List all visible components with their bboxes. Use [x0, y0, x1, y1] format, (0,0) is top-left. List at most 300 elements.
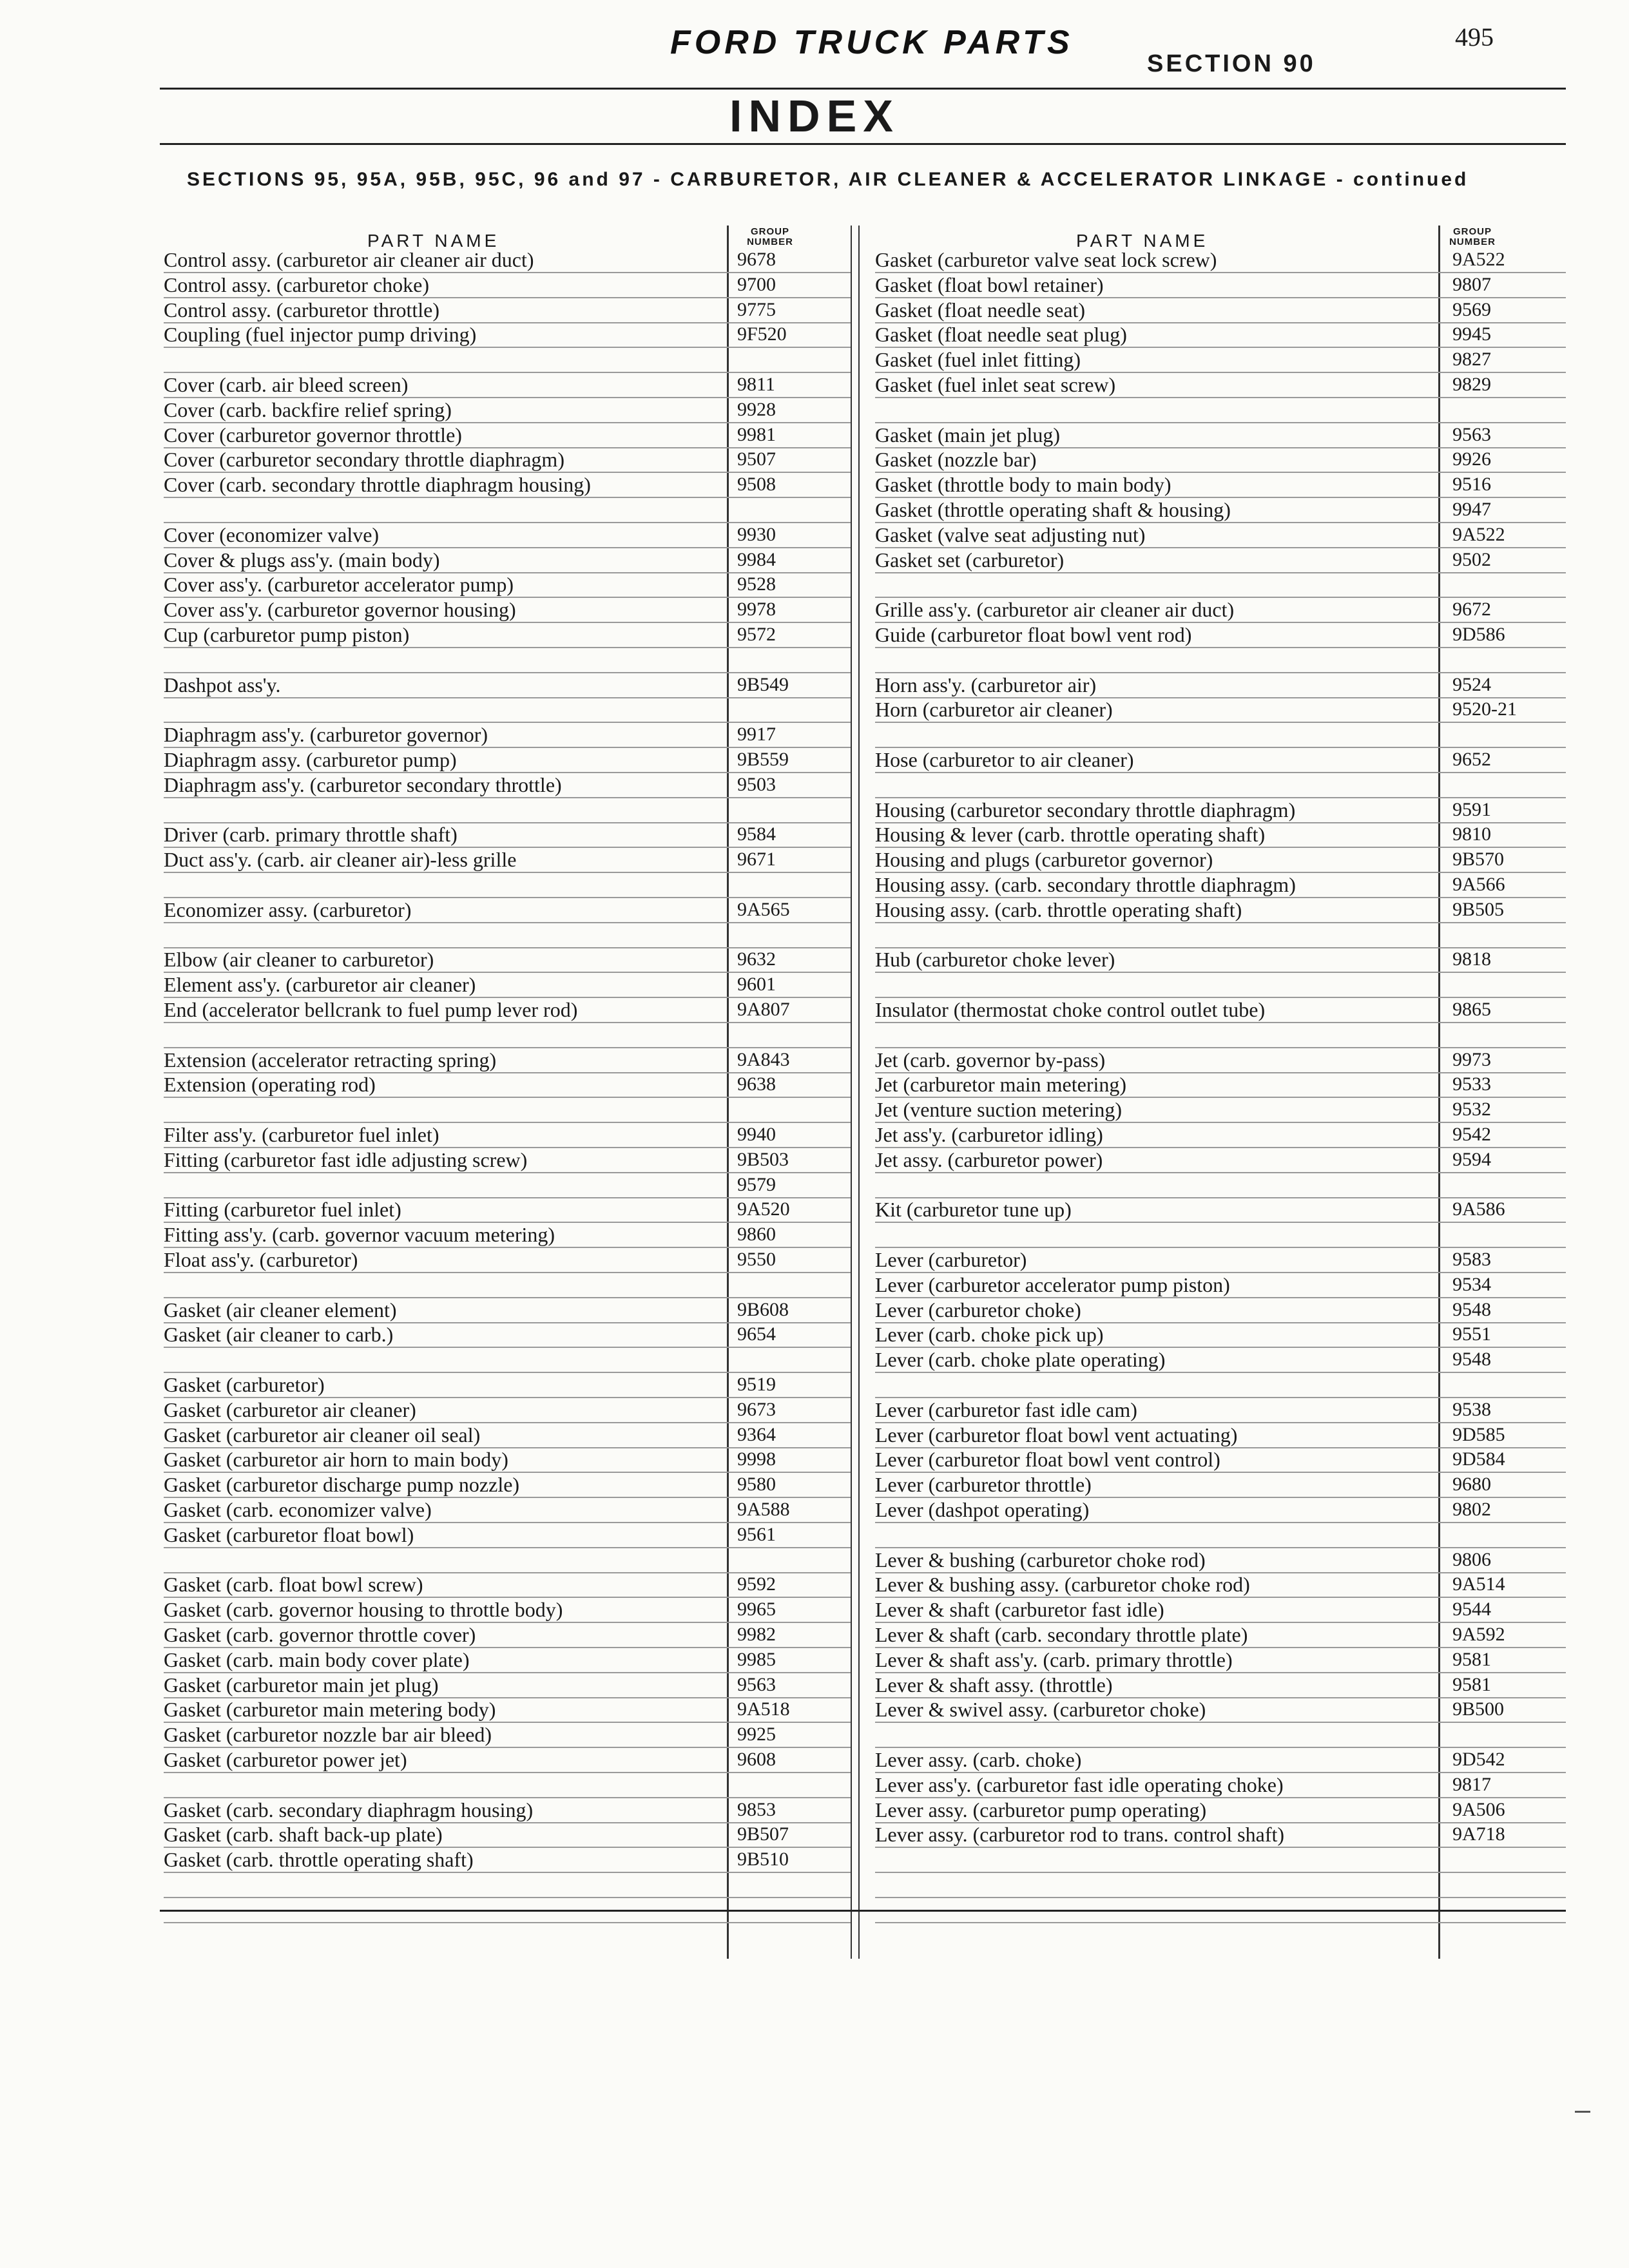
group-number: 9930: [737, 523, 776, 545]
part-name: Fitting (carburetor fast idle adjusting screw): [164, 1148, 528, 1171]
group-number: 9520-21: [1452, 698, 1517, 720]
part-name: Lever & bushing (carburetor choke rod): [875, 1548, 1206, 1571]
part-name: Housing assy. (carb. secondary throttle diaphragm): [875, 873, 1296, 896]
part-name: Fitting ass'y. (carb. governor vacuum metering): [164, 1223, 555, 1247]
part-name: Lever & shaft (carburetor fast idle): [875, 1598, 1164, 1622]
part-name: Gasket (carburetor main jet plug): [164, 1673, 439, 1696]
table-row: [164, 597, 851, 623]
table-row: [164, 872, 851, 898]
part-name: Coupling (fuel injector pump driving): [164, 323, 477, 347]
table-row: [875, 572, 1566, 598]
part-name: Gasket (carburetor float bowl): [164, 1523, 414, 1546]
group-number: 9561: [737, 1523, 776, 1545]
table-row: [875, 1447, 1566, 1473]
table-row: [164, 298, 851, 323]
group-number: 9583: [1452, 1249, 1491, 1270]
part-name: Hub (carburetor choke lever): [875, 948, 1115, 972]
group-number: 9A588: [737, 1499, 790, 1520]
table-row: [164, 1548, 851, 1573]
table-row: [875, 1822, 1566, 1848]
group-number: 9532: [1452, 1099, 1491, 1120]
group-number: 9818: [1452, 948, 1491, 970]
table-row: [875, 1673, 1566, 1698]
group-number: 9544: [1452, 1599, 1491, 1620]
table-row: [164, 548, 851, 573]
part-name: Cover (carb. backfire relief spring): [164, 398, 452, 421]
group-number: 9D586: [1452, 624, 1505, 645]
table-row: [164, 747, 851, 773]
table-row: [164, 472, 851, 498]
group-number: 9581: [1452, 1648, 1491, 1670]
group-number: 9B570: [1452, 849, 1505, 870]
group-number: 9579: [737, 1173, 776, 1195]
group-number: 9802: [1452, 1499, 1491, 1520]
table-row: [875, 347, 1566, 373]
part-name: Economizer assy. (carburetor): [164, 898, 412, 921]
table-row: [164, 447, 851, 473]
table-row: [164, 1197, 851, 1223]
section-label: SECTION 90: [1147, 50, 1316, 77]
group-number: 9940: [737, 1124, 776, 1145]
table-row: [164, 1773, 851, 1798]
group-number: 9B503: [737, 1148, 789, 1170]
table-row: [875, 847, 1566, 873]
group-number: 9A522: [1452, 249, 1505, 270]
table-row: [875, 1298, 1566, 1323]
group-number: 9806: [1452, 1548, 1491, 1570]
table-row: [164, 523, 851, 548]
group-number: 9507: [737, 448, 776, 470]
table-row: [164, 1423, 851, 1448]
table-row: [164, 1497, 851, 1523]
table-row: [875, 872, 1566, 898]
part-name: Insulator (thermostat choke control outlet tube): [875, 998, 1266, 1021]
group-number: 9580: [737, 1474, 776, 1495]
part-name: Gasket (carburetor valve seat lock screw): [875, 248, 1217, 271]
part-name: Gasket (carburetor air cleaner oil seal): [164, 1423, 481, 1446]
part-name: Gasket (throttle operating shaft & housing): [875, 498, 1231, 521]
part-name: Gasket set (carburetor): [875, 548, 1065, 572]
part-name: End (accelerator bellcrank to fuel pump lever rod): [164, 998, 578, 1021]
group-number: 9811: [737, 374, 775, 395]
part-name: Jet assy. (carburetor power): [875, 1148, 1103, 1171]
part-name: Lever & shaft ass'y. (carb. primary throttle): [875, 1648, 1233, 1671]
part-name: Lever (carburetor choke): [875, 1298, 1081, 1321]
page-number: 495: [1455, 23, 1494, 52]
part-name: Horn (carburetor air cleaner): [875, 698, 1113, 722]
part-name: Lever & shaft assy. (throttle): [875, 1673, 1113, 1696]
group-number: 9700: [737, 273, 776, 295]
part-name: Gasket (fuel inlet fitting): [875, 348, 1081, 372]
part-name: Cover (carburetor governor throttle): [164, 423, 462, 447]
table-row: [875, 1173, 1566, 1198]
table-row: [164, 798, 851, 823]
table-row: [164, 1398, 851, 1423]
part-name: Cover (carb. air bleed screen): [164, 373, 409, 396]
group-number: 9B549: [737, 673, 789, 695]
part-name: Gasket (fuel inlet seat screw): [875, 373, 1116, 396]
part-name: Hose (carburetor to air cleaner): [875, 748, 1134, 771]
table-row: [875, 523, 1566, 548]
part-name: Grille ass'y. (carburetor air cleaner air duct): [875, 598, 1235, 622]
table-row: [875, 747, 1566, 773]
group-number: 9981: [737, 423, 776, 445]
index-title: INDEX: [729, 91, 900, 141]
part-name: Gasket (carb. economizer valve): [164, 1498, 432, 1521]
table-row: [164, 622, 851, 648]
table-row: [164, 1648, 851, 1673]
group-number: 9524: [1452, 673, 1491, 695]
part-name: Diaphragm assy. (carburetor pump): [164, 748, 457, 771]
table-row: [164, 1023, 851, 1048]
group-number: 9A506: [1452, 1798, 1505, 1820]
group-number: 9925: [737, 1724, 776, 1745]
group-number: 9A520: [737, 1198, 790, 1220]
part-name: Kit (carburetor tune up): [875, 1198, 1072, 1222]
part-name: Gasket (carb. secondary diaphragm housing): [164, 1798, 534, 1821]
part-name: Lever (carburetor float bowl vent actuating): [875, 1423, 1238, 1446]
table-row: [875, 1048, 1566, 1073]
section-subtitle: SECTIONS 95, 95A, 95B, 95C, 96 and 97 - CARBURETOR, AIR CLEANER & ACCELERATOR LINKAGE - continued: [187, 169, 1469, 190]
part-name: Horn ass'y. (carburetor air): [875, 673, 1097, 697]
group-number: 9F520: [737, 323, 787, 345]
group-number: 9A592: [1452, 1624, 1505, 1645]
group-number: 9503: [737, 773, 776, 795]
table-row: [164, 1173, 851, 1198]
table-row: [875, 497, 1566, 523]
part-name: Diaphragm ass'y. (carburetor governor): [164, 723, 488, 747]
table-row: [875, 1747, 1566, 1773]
part-name: Gasket (float bowl retainer): [875, 273, 1104, 296]
table-row: [875, 1122, 1566, 1148]
table-row: [164, 1847, 851, 1873]
part-name: Gasket (carburetor discharge pump nozzle): [164, 1473, 520, 1497]
table-row: [164, 1822, 851, 1848]
group-number: 9917: [737, 724, 776, 745]
group-number: 9638: [737, 1073, 776, 1095]
group-number: 9965: [737, 1599, 776, 1620]
part-name: Gasket (carburetor): [164, 1373, 325, 1396]
part-name: Lever ass'y. (carburetor fast idle operating choke): [875, 1773, 1284, 1796]
table-row: [875, 273, 1566, 298]
group-number: 9945: [1452, 323, 1491, 345]
part-name: Lever & bushing assy. (carburetor choke rod): [875, 1573, 1250, 1597]
group-number: 9672: [1452, 599, 1491, 620]
part-name: Gasket (carb. float bowl screw): [164, 1573, 423, 1597]
part-name: Lever assy. (carb. choke): [875, 1748, 1082, 1771]
table-row: [875, 1798, 1566, 1823]
table-row: [164, 1298, 851, 1323]
table-row: [164, 898, 851, 923]
table-row: [164, 1372, 851, 1398]
table-row: [875, 247, 1566, 273]
center-divider-b: [858, 226, 860, 1959]
group-number: 9592: [737, 1573, 776, 1595]
part-name: Filter ass'y. (carburetor fuel inlet): [164, 1123, 439, 1146]
group-number: 9594: [1452, 1148, 1491, 1170]
table-row: [875, 1622, 1566, 1648]
part-name: Gasket (carburetor air horn to main body): [164, 1448, 508, 1472]
part-name: Control assy. (carburetor air cleaner air duct): [164, 248, 534, 271]
part-name: Housing & lever (carb. throttle operating shaft): [875, 823, 1266, 847]
group-number: 9550: [737, 1249, 776, 1270]
part-name: Lever (carb. choke plate operating): [875, 1348, 1166, 1372]
right-part-name-header: PART NAME: [1076, 231, 1209, 251]
group-number: 9978: [737, 599, 776, 620]
group-number: 9652: [1452, 749, 1491, 770]
group-number: 9654: [737, 1323, 776, 1345]
group-number: 9D584: [1452, 1448, 1505, 1470]
table-row: [875, 423, 1566, 448]
table-row: [875, 822, 1566, 848]
table-row: [164, 1322, 851, 1348]
table-row: [875, 1872, 1566, 1898]
table-row: [164, 1097, 851, 1123]
group-number: 9528: [737, 573, 776, 595]
table-row: [164, 822, 851, 848]
title-rule: [160, 143, 1566, 145]
part-name: Guide (carburetor float bowl vent rod): [875, 623, 1192, 646]
table-row: [875, 697, 1566, 723]
group-number: 9827: [1452, 349, 1491, 370]
table-row: [875, 997, 1566, 1023]
group-number: 9591: [1452, 798, 1491, 820]
group-number: 9678: [737, 249, 776, 270]
table-row: [875, 1347, 1566, 1373]
table-row: [875, 1023, 1566, 1048]
group-number: 9982: [737, 1624, 776, 1645]
table-row: [875, 972, 1566, 998]
group-number: 9A514: [1452, 1573, 1505, 1595]
table-row: [164, 1722, 851, 1748]
group-number: 9551: [1452, 1323, 1491, 1345]
part-name: Housing assy. (carb. throttle operating shaft): [875, 898, 1242, 921]
part-name: Gasket (carb. throttle operating shaft): [164, 1848, 474, 1872]
part-name: Cover (carb. secondary throttle diaphragm housing): [164, 473, 591, 497]
table-row: [164, 1122, 851, 1148]
group-number: 9A718: [1452, 1823, 1505, 1845]
group-number: 9947: [1452, 499, 1491, 520]
top-rule: [160, 88, 1566, 90]
table-row: [164, 673, 851, 698]
part-name: Extension (operating rod): [164, 1073, 376, 1097]
table-row: [164, 997, 851, 1023]
table-row: [164, 1347, 851, 1373]
part-name: Cover (economizer valve): [164, 523, 380, 546]
group-number: 9563: [1452, 423, 1491, 445]
table-row: [164, 1222, 851, 1248]
part-name: Fitting (carburetor fuel inlet): [164, 1198, 401, 1222]
group-number: 9516: [1452, 474, 1491, 495]
group-number: 9D542: [1452, 1749, 1505, 1770]
part-name: Lever (dashpot operating): [875, 1498, 1090, 1521]
group-number: 9B507: [737, 1823, 789, 1845]
brand-title: FORD TRUCK PARTS: [670, 24, 1074, 61]
table-row: [164, 1523, 851, 1548]
part-name: Gasket (float needle seat): [875, 298, 1086, 322]
part-name: Jet ass'y. (carburetor idling): [875, 1123, 1103, 1146]
group-number: 9534: [1452, 1273, 1491, 1295]
table-row: [164, 1898, 851, 1923]
group-number: 9548: [1452, 1349, 1491, 1370]
part-name: Gasket (main jet plug): [875, 423, 1061, 447]
table-row: [164, 1048, 851, 1073]
group-number: 9A522: [1452, 523, 1505, 545]
part-name: Duct ass'y. (carb. air cleaner air)-less grille: [164, 848, 517, 872]
group-number: 9928: [737, 398, 776, 420]
part-name: Gasket (air cleaner to carb.): [164, 1323, 394, 1347]
group-number: 9572: [737, 624, 776, 645]
table-row: [164, 1273, 851, 1298]
group-number: 9A566: [1452, 874, 1505, 895]
table-row: [164, 923, 851, 948]
part-name: Cup (carburetor pump piston): [164, 623, 410, 646]
table-row: [164, 1622, 851, 1648]
left-part-name-header: PART NAME: [367, 231, 500, 251]
part-name: Dashpot ass'y.: [164, 673, 281, 697]
table-row: [875, 398, 1566, 423]
part-name: Lever assy. (carburetor pump operating): [875, 1798, 1207, 1821]
group-number: 9A518: [737, 1698, 790, 1720]
table-row: [164, 1247, 851, 1273]
group-number: 9A807: [737, 999, 790, 1020]
part-name: Extension (accelerator retracting spring): [164, 1048, 497, 1072]
table-row: [875, 1097, 1566, 1123]
group-number: 9984: [737, 548, 776, 570]
group-number: 9B500: [1452, 1698, 1505, 1720]
table-row: [875, 1222, 1566, 1248]
group-number: 9519: [737, 1374, 776, 1395]
table-row: [875, 1898, 1566, 1923]
table-row: [875, 1548, 1566, 1573]
group-number: 9810: [1452, 823, 1491, 845]
part-name: Jet (carburetor main metering): [875, 1073, 1127, 1097]
group-number: 9569: [1452, 298, 1491, 320]
group-number: 9632: [737, 948, 776, 970]
table-row: [164, 347, 851, 373]
group-number: 9998: [737, 1448, 776, 1470]
group-number: 9B505: [1452, 898, 1505, 920]
table-row: [875, 1273, 1566, 1298]
group-number: 9817: [1452, 1773, 1491, 1795]
group-number: 9A565: [737, 898, 790, 920]
table-row: [164, 398, 851, 423]
part-name: Gasket (throttle body to main body): [875, 473, 1171, 497]
table-row: [875, 923, 1566, 948]
table-row: [164, 1798, 851, 1823]
table-row: [875, 898, 1566, 923]
table-row: [875, 1322, 1566, 1348]
table-row: [875, 798, 1566, 823]
part-name: Gasket (carburetor power jet): [164, 1748, 407, 1771]
table-row: [875, 1572, 1566, 1598]
table-row: [164, 497, 851, 523]
group-number: 9860: [737, 1224, 776, 1245]
table-row: [875, 648, 1566, 673]
table-row: [164, 1072, 851, 1098]
table-row: [875, 1847, 1566, 1873]
group-number: 9775: [737, 298, 776, 320]
part-name: Control assy. (carburetor throttle): [164, 298, 440, 322]
part-name: Lever (carburetor throttle): [875, 1473, 1092, 1497]
table-row: [164, 1447, 851, 1473]
group-number: 9502: [1452, 548, 1491, 570]
part-name: Lever (carb. choke pick up): [875, 1323, 1104, 1347]
table-row: [164, 1872, 851, 1898]
table-row: [164, 1597, 851, 1623]
center-divider-a: [851, 226, 852, 1959]
group-number: 9853: [737, 1798, 776, 1820]
table-row: [164, 697, 851, 723]
group-number: 9563: [737, 1673, 776, 1695]
part-name: Gasket (valve seat adjusting nut): [875, 523, 1146, 546]
table-row: [164, 572, 851, 598]
part-name: Cover & plugs ass'y. (main body): [164, 548, 440, 572]
table-row: [875, 597, 1566, 623]
table-row: [875, 1072, 1566, 1098]
group-number: 9A843: [737, 1048, 790, 1070]
table-row: [164, 322, 851, 348]
table-row: [875, 1247, 1566, 1273]
table-row: [875, 447, 1566, 473]
group-number: 9533: [1452, 1073, 1491, 1095]
part-name: Driver (carb. primary throttle shaft): [164, 823, 458, 847]
table-row: [164, 1472, 851, 1498]
table-row: [875, 1648, 1566, 1673]
part-name: Gasket (carb. governor throttle cover): [164, 1623, 476, 1646]
part-name: Diaphragm ass'y. (carburetor secondary throttle): [164, 773, 562, 796]
left-group-number-header: GROUP NUMBER: [747, 226, 793, 247]
part-name: Cover ass'y. (carburetor accelerator pump): [164, 573, 514, 597]
table-row: [875, 1697, 1566, 1723]
table-row: [164, 1747, 851, 1773]
group-number: 9B559: [737, 749, 789, 770]
table-row: [164, 1673, 851, 1698]
part-name: Gasket (carb. governor housing to throttle body): [164, 1598, 563, 1622]
part-name: Cover (carburetor secondary throttle diaphragm): [164, 448, 564, 472]
part-name: Gasket (carburetor nozzle bar air bleed): [164, 1723, 492, 1747]
group-number: 9548: [1452, 1298, 1491, 1320]
table-row: [875, 322, 1566, 348]
table-row: [875, 298, 1566, 323]
margin-mark: [1575, 2111, 1590, 2113]
table-row: [164, 372, 851, 398]
group-number: 9542: [1452, 1124, 1491, 1145]
group-number: 9671: [737, 849, 776, 870]
table-row: [875, 1523, 1566, 1548]
group-number: 9608: [737, 1749, 776, 1770]
part-name: Gasket (carb. shaft back-up plate): [164, 1823, 443, 1847]
table-row: [875, 773, 1566, 798]
part-name: Cover ass'y. (carburetor governor housing): [164, 598, 516, 622]
group-number: 9829: [1452, 374, 1491, 395]
table-row: [875, 947, 1566, 973]
part-name: Gasket (carburetor air cleaner): [164, 1398, 416, 1421]
part-name: Control assy. (carburetor choke): [164, 273, 429, 296]
group-number: 9B608: [737, 1298, 789, 1320]
part-name: Gasket (air cleaner element): [164, 1298, 397, 1321]
table-row: [875, 673, 1566, 698]
part-name: Gasket (carburetor main metering body): [164, 1698, 496, 1722]
part-name: Float ass'y. (carburetor): [164, 1248, 358, 1271]
part-name: Gasket (nozzle bar): [875, 448, 1037, 472]
group-number: 9538: [1452, 1398, 1491, 1420]
part-name: Lever (carburetor accelerator pump piston): [875, 1273, 1230, 1296]
table-row: [164, 247, 851, 273]
part-name: Element ass'y. (carburetor air cleaner): [164, 973, 476, 997]
table-row: [875, 1773, 1566, 1798]
table-row: [875, 1148, 1566, 1173]
